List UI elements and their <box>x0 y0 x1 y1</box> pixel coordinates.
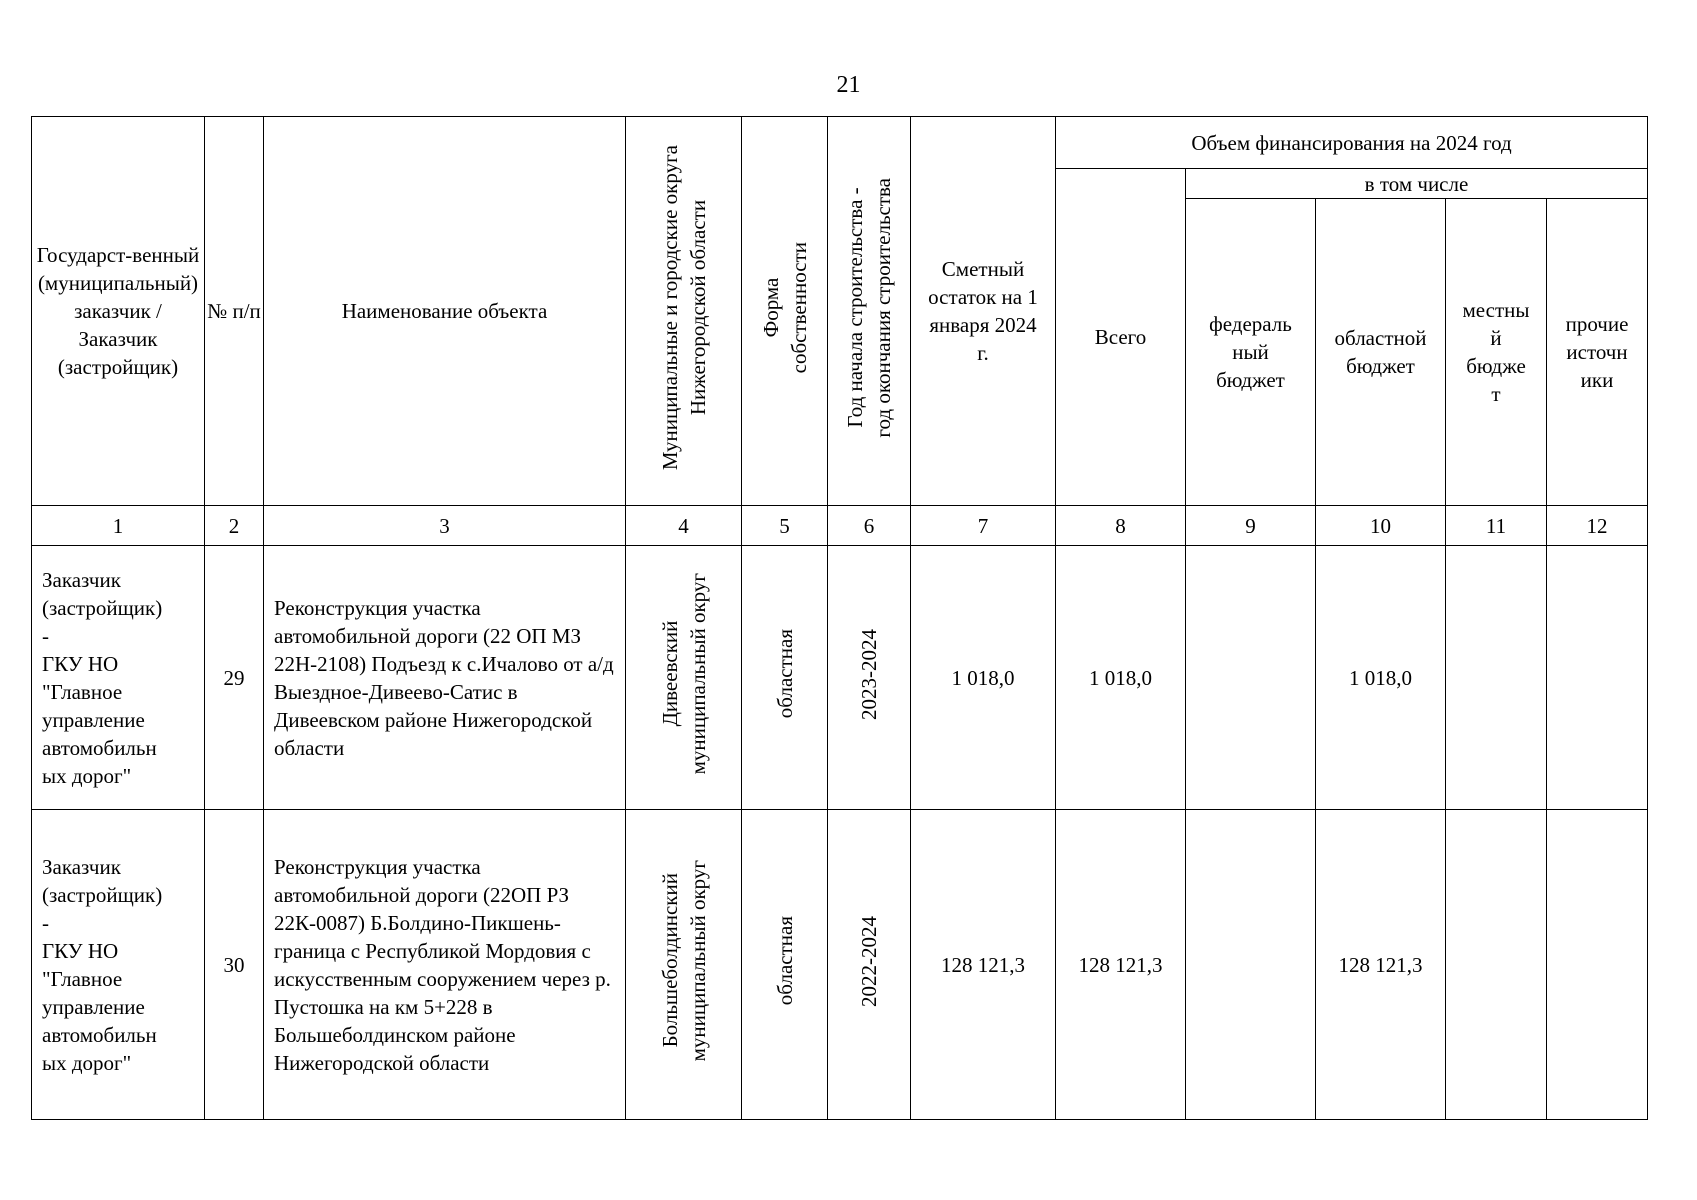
years-cell <box>828 810 911 1120</box>
ownership-value: областная <box>772 629 797 719</box>
customer-cell <box>32 810 205 1120</box>
local-amount <box>1446 810 1547 1120</box>
customer-line: ых дорог" <box>42 763 132 788</box>
row-number: 30 <box>205 810 264 1120</box>
column-number: 12 <box>1547 506 1648 546</box>
header-other-sources: прочие источн ики <box>1547 199 1648 506</box>
customer-line: Заказчик <box>42 854 121 879</box>
header-estimated-balance: Сметный остаток на 1 января 2024 г. <box>911 117 1056 506</box>
customer-line: ых дорог" <box>42 1050 132 1075</box>
customer-line: автомобильн <box>42 1022 157 1047</box>
years-cell <box>828 546 911 810</box>
ownership-value: областная <box>772 916 797 1006</box>
header-regional-budget: областной бюджет <box>1316 199 1446 506</box>
customer-line: (застройщик) <box>42 595 163 620</box>
municipality-line: Дивеевский <box>657 621 682 727</box>
row-number: 29 <box>205 546 264 810</box>
customer-line: Заказчик <box>42 567 121 592</box>
customer-cell <box>32 546 205 810</box>
header-years <box>828 117 911 506</box>
total-amount: 128 121,3 <box>1056 810 1186 1120</box>
municipality-line: Большеболдинский <box>657 873 682 1049</box>
municipality-line: муниципальный округ <box>685 860 710 1062</box>
ownership-cell <box>742 810 828 1120</box>
column-number: 11 <box>1446 506 1547 546</box>
header-municipality <box>626 117 742 506</box>
column-number: 8 <box>1056 506 1186 546</box>
regional-amount: 128 121,3 <box>1316 810 1446 1120</box>
years-value: 2022-2024 <box>857 915 881 1007</box>
header-years-line1: Год начала строительства - <box>843 187 867 428</box>
header-federal-budget: федераль ный бюджет <box>1186 199 1316 506</box>
column-number: 9 <box>1186 506 1316 546</box>
customer-line: автомобильн <box>42 735 157 760</box>
table-row <box>32 810 1648 1120</box>
federal-amount <box>1186 546 1316 810</box>
header-ownership-line1: Форма <box>758 277 783 338</box>
customer-line: управление <box>42 707 145 732</box>
customer-line: - <box>42 910 49 935</box>
estimated-balance: 1 018,0 <box>911 546 1056 810</box>
table-row <box>32 546 1648 810</box>
column-number: 10 <box>1316 506 1446 546</box>
header-municipality-line1: Муниципальные и городские округа <box>657 144 682 471</box>
header-total: Всего <box>1056 169 1186 506</box>
page-number: 21 <box>836 72 861 98</box>
column-number: 1 <box>32 506 205 546</box>
customer-line: ГКУ НО <box>42 938 119 963</box>
total-amount: 1 018,0 <box>1056 546 1186 810</box>
column-number: 6 <box>828 506 911 546</box>
object-name: Реконструкция участка автомобильной дороги (22ОП РЗ 22К-0087) Б.Болдино-Пикшень-граница с Республикой Мордовия с искусственным сооружением через р. Пустошка на км 5+228 в Большеболдинском районе Нижегородской области <box>264 810 626 1120</box>
customer-line: "Главное <box>42 679 123 704</box>
ownership-cell <box>742 546 828 810</box>
header-ownership <box>742 117 828 506</box>
customer-line: "Главное <box>42 966 123 991</box>
estimated-balance: 128 121,3 <box>911 810 1056 1120</box>
federal-amount <box>1186 810 1316 1120</box>
column-number: 2 <box>205 506 264 546</box>
header-local-budget: местны й бюдже т <box>1446 199 1547 506</box>
other-amount <box>1547 810 1648 1120</box>
years-value: 2023-2024 <box>857 628 881 720</box>
customer-line: ГКУ НО <box>42 651 119 676</box>
header-number: № п/п <box>205 117 264 506</box>
customer-line: - <box>42 623 49 648</box>
header-municipality-line2: Нижегородской области <box>685 199 710 416</box>
column-number: 4 <box>626 506 742 546</box>
header-customer: Государст-венный (муниципальный) заказчик / Заказчик (застройщик) <box>32 117 205 506</box>
customer-line: (застройщик) <box>42 882 163 907</box>
header-financing: Объем финансирования на 2024 год <box>1056 117 1648 169</box>
column-number: 3 <box>264 506 626 546</box>
other-amount <box>1547 546 1648 810</box>
column-number: 5 <box>742 506 828 546</box>
column-number-row <box>32 506 1648 546</box>
header-including: в том числе <box>1186 169 1648 199</box>
municipality-cell <box>626 810 742 1120</box>
column-number: 7 <box>911 506 1056 546</box>
customer-line: управление <box>42 994 145 1019</box>
municipality-line: муниципальный округ <box>685 573 710 775</box>
financing-table <box>31 116 1648 1120</box>
regional-amount: 1 018,0 <box>1316 546 1446 810</box>
municipality-cell <box>626 546 742 810</box>
header-ownership-line2: собственности <box>786 241 811 374</box>
header-object-name: Наименование объекта <box>264 117 626 506</box>
header-years-line2: год окончания строительства <box>871 177 895 438</box>
local-amount <box>1446 546 1547 810</box>
object-name: Реконструкция участка автомобильной дороги (22 ОП МЗ 22Н-2108) Подъезд к с.Ичалово от а/д Выездное-Дивеево-Сатис в Дивеевском районе Нижегородской области <box>264 546 626 810</box>
